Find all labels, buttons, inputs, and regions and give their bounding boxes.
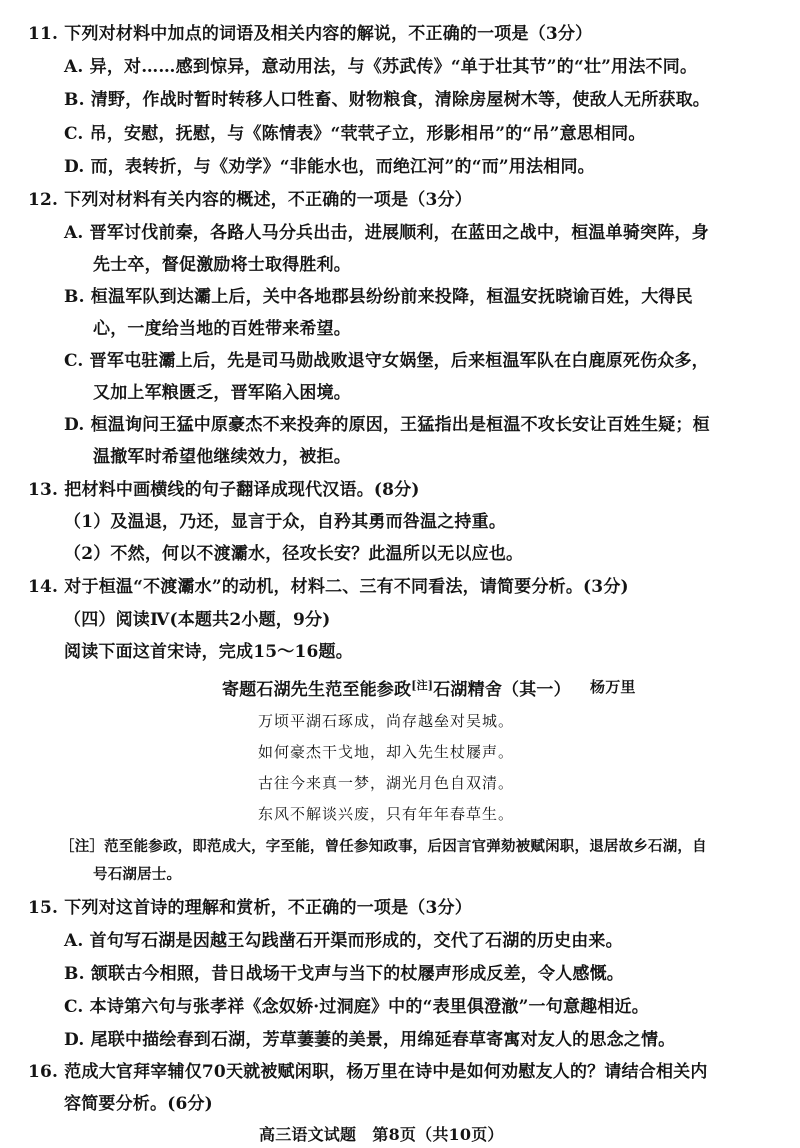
section-heading: （四）阅读Ⅳ(本题共2小题，9分) [64,610,331,630]
q12-option-b-line1: B. 桓温军队到达灞上后，关中各地郡县纷纷前来投降，桓温安抚晓谕百姓，大得民 [64,287,693,307]
poem-title-part-2: 石湖精舍（其一） [433,680,571,700]
poem-author: 杨万里 [590,678,636,696]
q15-stem: 15. 下列对这首诗的理解和赏析，不正确的一项是（3分） [28,898,472,918]
q16-stem-line2: 容简要分析。(6分) [64,1094,213,1114]
q12-option-a-line1: A. 晋军讨伐前秦，各路人马分兵出击，进展顺利，在蓝田之战中，桓温单骑突阵，身 [64,223,709,243]
poem-title-part-1: 寄题石湖先生范至能参政 [222,680,412,700]
q11-option-a: A. 异，对……感到惊异，意动用法，与《苏武传》“单于壮其节”的“壮”用法不同。 [64,57,698,77]
q12-option-a-line2: 先士卒，督促激励将士取得胜利。 [93,255,351,275]
poem-line-4: 东风不解谈兴废，只有年年春草生。 [258,805,515,823]
q16-stem-line1: 16. 范成大官拜宰辅仅70天就被赋闲职，杨万里在诗中是如何劝慰友人的？请结合相关内 [28,1062,708,1082]
q12-option-b-line2: 心，一度给当地的百姓带来希望。 [93,319,351,339]
poem-note-marker: [注] [411,679,434,692]
q14-stem: 14. 对于桓温“不渡灞水”的动机，材料二、三有不同看法，请简要分析。(3分) [28,577,629,597]
poem-title [222,675,571,701]
q11-option-c: C. 吊，安慰，抚慰，与《陈情表》“茕茕孑立，形影相吊”的“吊”意思相同。 [64,124,646,144]
q15-option-a: A. 首句写石湖是因越王勾践凿石开渠而形成的，交代了石湖的历史由来。 [64,931,623,951]
poem-line-1: 万顷平湖石琢成，尚存越垒对吴城。 [258,712,515,730]
q15-option-c: C. 本诗第六句与张孝祥《念奴娇·过洞庭》中的“表里俱澄澈”一句意趣相近。 [64,997,649,1017]
q13-sentence-2: （2）不然，何以不渡灞水，径攻长安？此温所以无以应也。 [64,544,524,564]
q12-stem: 12. 下列对材料有关内容的概述，不正确的一项是（3分） [28,190,472,210]
section-instruction: 阅读下面这首宋诗，完成15～16题。 [64,642,353,662]
q11-stem: 11. 下列对材料中加点的词语及相关内容的解说，不正确的一项是（3分） [28,24,593,44]
q15-option-b: B. 颔联古今相照，昔日战场干戈声与当下的杖屦声形成反差，令人感慨。 [64,964,625,984]
q12-option-d-line1: D. 桓温询问王猛中原豪杰不来投奔的原因，王猛指出是桓温不攻长安让百姓生疑；桓 [64,415,710,435]
poem-footnote-line1: ［注］范至能参政，即范成大，字至能，曾任参知政事，后因言官弹劾被赋闲职，退居故乡石湖，自 [60,838,707,855]
poem-line-3: 古往今来真一梦，湖光月色自双清。 [258,774,515,792]
q15-option-d: D. 尾联中描绘春到石湖，芳草萋萋的美景，用绵延春草寄寓对友人的思念之情。 [64,1030,676,1050]
q12-option-c-line1: C. 晋军屯驻灞上后，先是司马勋战败退守女娲堡，后来桓温军队在白鹿原死伤众多， [64,351,709,371]
poem-line-2: 如何豪杰干戈地，却入先生杖屦声。 [258,743,515,761]
q13-sentence-1: （1）及温退，乃还，显言于众，自矜其勇而咎温之持重。 [64,512,507,532]
q12-option-d-line2: 温撤军时希望他继续效力，被拒。 [93,447,351,467]
q11-option-b: B. 清野，作战时暂时转移人口牲畜、财物粮食，清除房屋树木等，使敌人无所获取。 [64,90,711,110]
poem-footnote-line2: 号石湖居士。 [93,866,182,883]
q13-stem: 13. 把材料中画横线的句子翻译成现代汉语。(8分) [28,480,420,500]
page-footer: 高三语文试题 第8页（共10页） [259,1125,504,1144]
q11-option-d: D. 而，表转折，与《劝学》“非能水也，而绝江河”的“而”用法相同。 [64,157,595,177]
q12-option-c-line2: 又加上军粮匮乏，晋军陷入困境。 [93,383,351,403]
